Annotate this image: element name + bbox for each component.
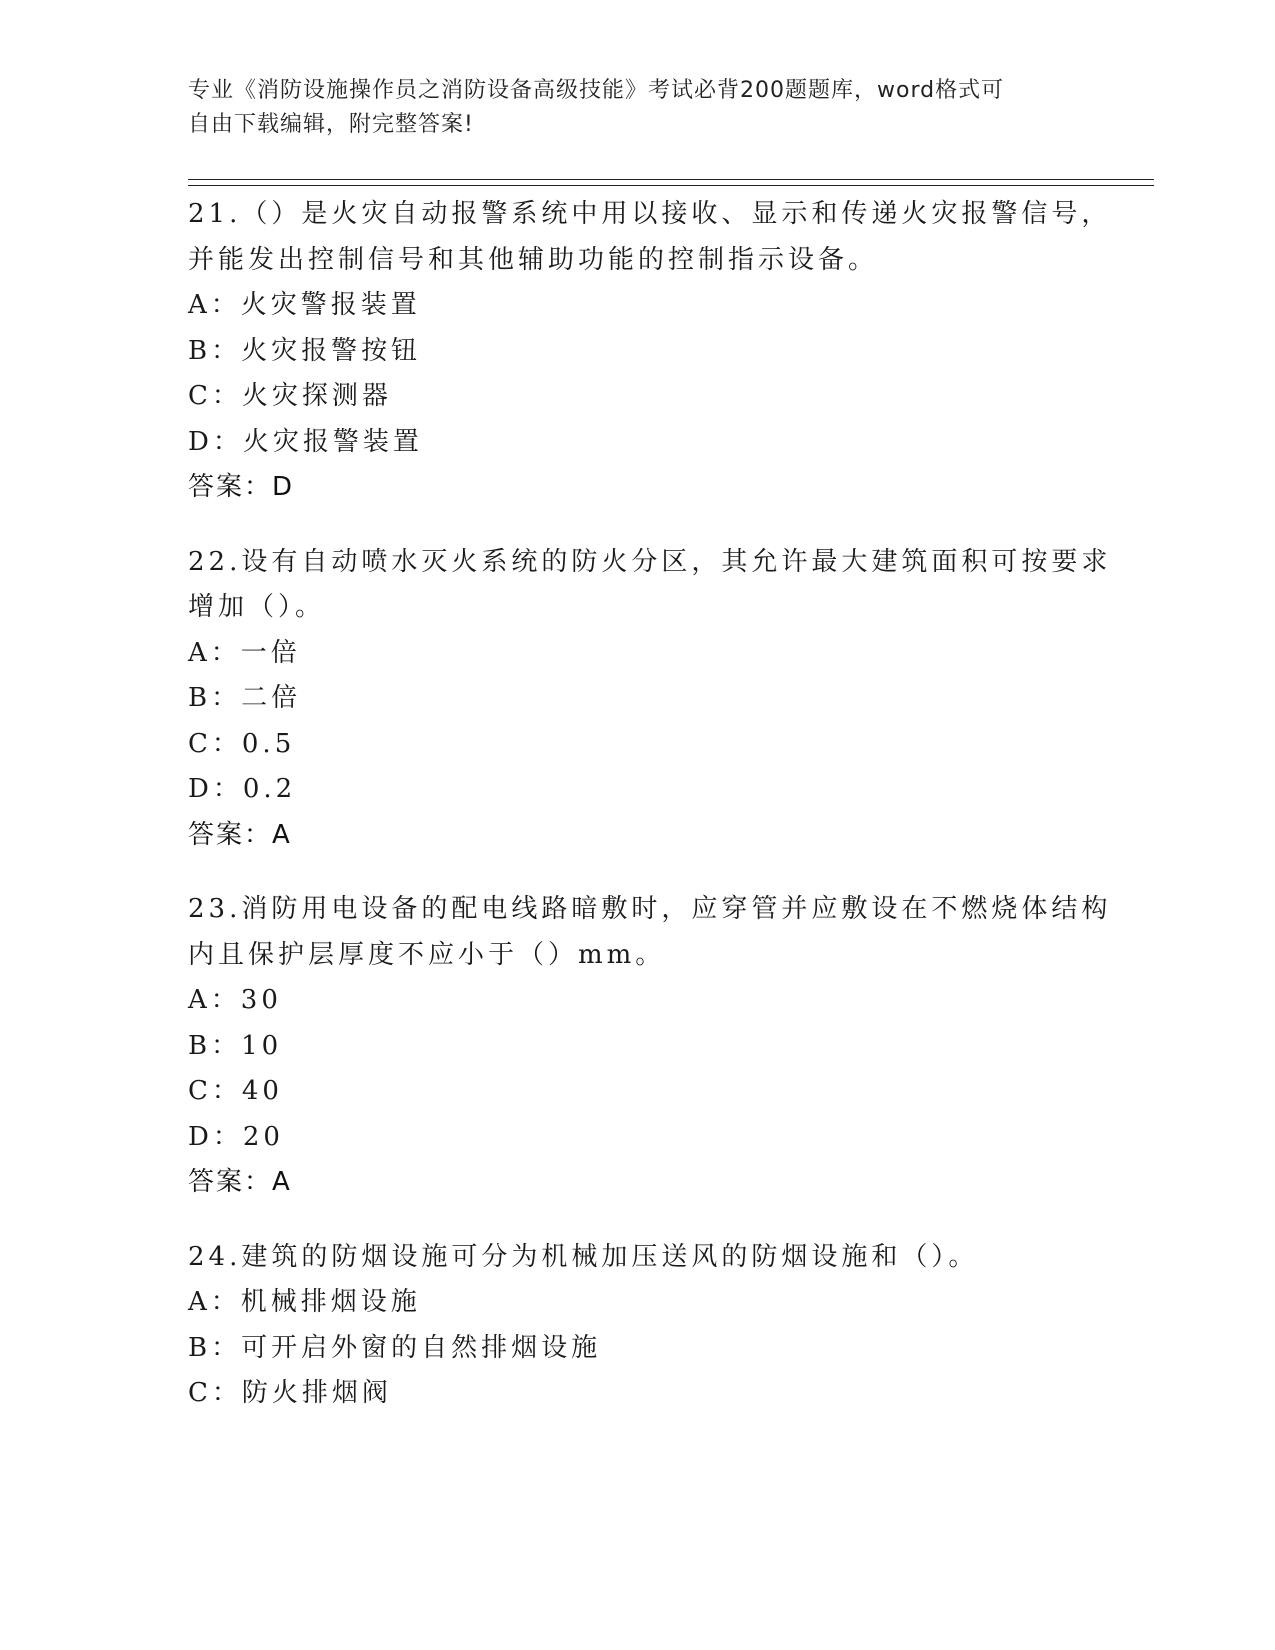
question-22 — [188, 540, 1112, 859]
question-23 — [188, 887, 1112, 1206]
header-divider-bottom — [188, 185, 1154, 186]
question-21 — [188, 192, 1112, 511]
question-text — [188, 540, 1112, 631]
option-a: A：机械排烟设施 — [188, 1287, 421, 1317]
option-b: B：火灾报警按钮 — [188, 335, 422, 366]
question-line: 22.设有自动喷水灭火系统的防火分区，其允许最大建筑面积可按要求 — [188, 546, 1112, 577]
option-d: D：火灾报警装置 — [188, 426, 423, 457]
question-text — [188, 192, 1112, 283]
question-text — [188, 887, 1112, 978]
question-line: 并能发出控制信号和其他辅助功能的控制指示设备。 — [188, 244, 879, 275]
question-line: 23.消防用电设备的配电线路暗敷时，应穿管并应敷设在不燃烧体结构 — [188, 894, 1112, 924]
option-c: C：火灾探测器 — [188, 381, 392, 411]
answer-label: 答案：D — [188, 472, 295, 502]
answer-label: 答案：A — [188, 819, 292, 850]
question-list — [188, 192, 1112, 1446]
header-divider-top — [188, 179, 1154, 180]
answer-label: 答案：A — [188, 1167, 292, 1197]
option-b: B：可开启外窗的自然排烟设施 — [188, 1332, 602, 1363]
option-a: A：火灾警报装置 — [188, 290, 421, 320]
question-line: 24.建筑的防烟设施可分为机械加压送风的防烟设施和（）。 — [188, 1241, 979, 1272]
option-b: B：10 — [188, 1030, 283, 1061]
option-d: D：0.2 — [188, 774, 297, 804]
document-header — [188, 74, 1068, 142]
option-a: A：30 — [188, 985, 282, 1015]
option-c: C：0.5 — [188, 728, 296, 759]
question-line: 内且保护层厚度不应小于（）mm。 — [188, 939, 666, 970]
question-text — [188, 1235, 1108, 1281]
option-c: C：40 — [188, 1076, 283, 1106]
option-c: C：防火排烟阀 — [188, 1378, 392, 1408]
option-d: D：20 — [188, 1121, 284, 1152]
question-line: 21.（）是火灾自动报警系统中用以接收、显示和传递火灾报警信号， — [188, 199, 1112, 229]
question-line: 增加（）。 — [188, 592, 326, 622]
option-b: B：二倍 — [188, 683, 302, 713]
option-a: A：一倍 — [188, 637, 301, 668]
header-line-1: 专业《消防设施操作员之消防设备高级技能》考试必背200题题库，word格式可 — [188, 78, 1005, 103]
header-line-2: 自由下载编辑，附完整答案! — [188, 112, 474, 137]
question-24 — [188, 1235, 1108, 1417]
